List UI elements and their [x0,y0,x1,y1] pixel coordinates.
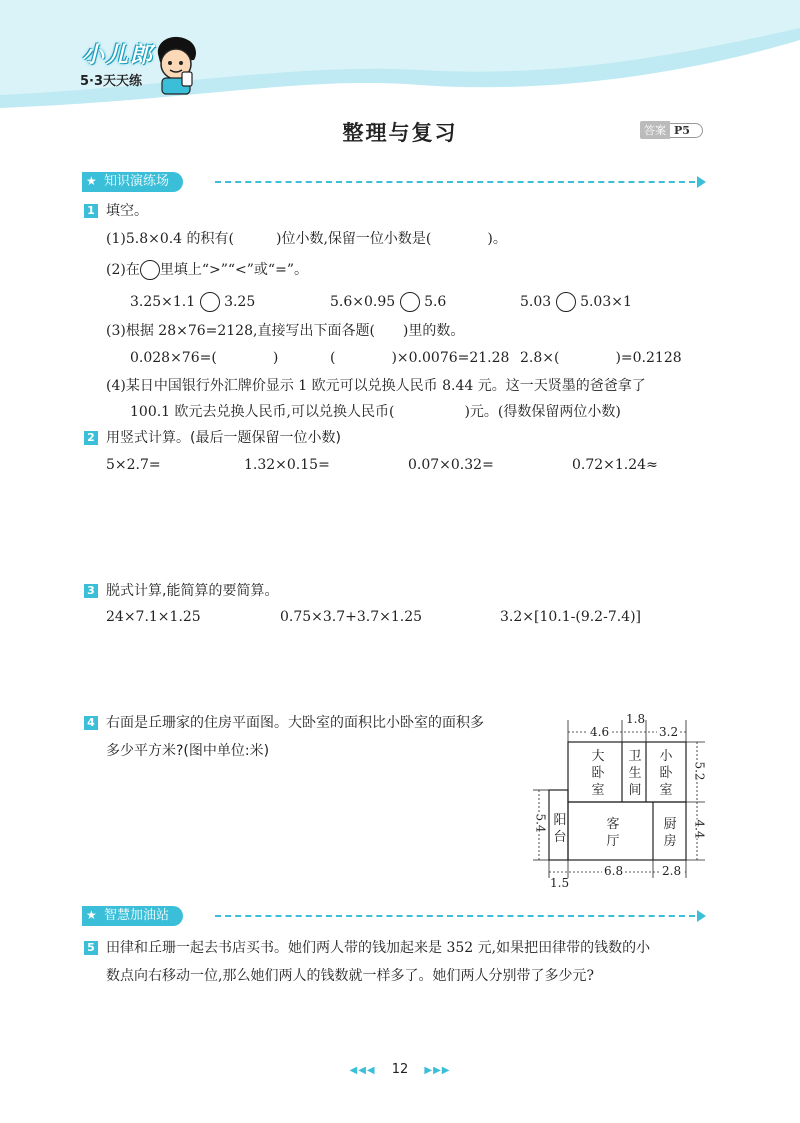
dim-top-a: 4.6 [590,725,610,739]
section-title: 智慧加油站 [104,908,170,923]
question-number: 3 [84,584,98,598]
section-tag [82,906,183,926]
q1-part3-b: ( )×0.0076=21.28 [330,350,510,366]
calc-item: 5×2.7= [106,457,161,473]
room-char: 厨 [663,817,677,832]
page-title: 整理与复习 [342,121,458,145]
arrow-right-icon [697,910,706,922]
q1-part4-line1: (4)某日中国银行外汇牌价显示 1 欧元可以兑换人民币 8.44 元。这一天贤墨的爸爸拿了 [106,378,646,394]
dim-bottom-c: 2.8 [662,864,682,878]
question-number: 5 [84,941,98,955]
room-char: 阳 [553,813,567,828]
answer-circle[interactable] [400,292,420,312]
calc-item: 0.75×3.7+3.7×1.25 [280,609,423,625]
compare-left: 5.03 [520,294,552,310]
question-title: 填空。 [106,203,148,219]
room-char: 生 [628,766,642,781]
section-divider [215,915,695,917]
next-arrows-icon: ▶▶▶ [424,1065,451,1076]
room-char: 房 [663,834,677,849]
q1-part3-a: 0.028×76=( ) [130,350,279,366]
room-small-bedroom [656,748,676,799]
answer-circle[interactable] [140,260,160,280]
q1-part2 [106,260,308,280]
q1-part2-a: (2)在 [106,262,140,278]
star-icon: ★ [86,174,97,188]
question-number: 4 [84,716,98,730]
q5-line2: 数点向右移动一位,那么她们两人的钱数就一样多了。她们两人分别带了多少元? [106,968,594,984]
answer-label: 答案 [640,121,670,139]
room-char: 台 [553,830,567,845]
calc-item: 0.72×1.24≈ [572,457,658,473]
q1-part1: (1)5.8×0.4 的积有( )位小数,保留一位小数是( )。 [106,231,507,247]
question-number: 1 [84,204,98,218]
q1-part3-c: 2.8×( )=0.2128 [520,350,682,366]
dim-top-c: 3.2 [659,725,679,739]
room-char: 卫 [628,749,642,764]
mascot-boy-icon [148,34,200,96]
calc-item: 24×7.1×1.25 [106,609,201,625]
answer-circle[interactable] [556,292,576,312]
room-bathroom [625,748,645,799]
room-char: 大 [591,749,605,764]
room-char: 室 [591,783,605,798]
dim-left: 5.4 [533,813,548,833]
question-title: 脱式计算,能简算的要简算。 [106,583,279,599]
logo-subtitle: 5·3天天练 [80,74,143,89]
compare-item [330,292,446,312]
dim-bottom-a: 1.5 [550,876,570,890]
q1-part3: (3)根据 28×76=2128,直接写出下面各题( )里的数。 [106,323,465,339]
calc-item: 1.32×0.15= [244,457,330,473]
answer-page: P5 [670,123,703,138]
room-char: 卧 [591,766,605,781]
dim-right-bottom: 4.4 [692,819,707,839]
answer-circle[interactable] [200,292,220,312]
room-big-bedroom [588,748,608,799]
room-char: 间 [628,783,642,798]
q1-part4-line2: 100.1 欧元去兑换人民币,可以兑换人民币( )元。(得数保留两位小数) [130,404,621,420]
q4-line2: 多少平方米?(图中单位:米) [106,743,270,759]
calc-item: 3.2×[10.1-(9.2-7.4)] [500,609,642,625]
compare-item [130,292,255,312]
section-tag [82,172,183,192]
room-kitchen [660,816,680,850]
star-icon: ★ [86,908,97,922]
q1-part2-b: 里填上“>”“<”或“=”。 [159,262,308,278]
page-number: 12 [391,1062,409,1077]
logo-title: 小儿郎 [82,43,155,68]
calc-item: 0.07×0.32= [408,457,494,473]
dim-bottom-b: 6.8 [604,864,624,878]
compare-item [520,292,632,312]
q5-line1: 田律和丘珊一起去书店买书。她们两人带的钱加起来是 352 元,如果把田律带的钱数的小 [106,940,651,956]
room-balcony [551,812,569,846]
section-divider [215,181,695,183]
section-title: 知识演练场 [104,174,170,189]
q4-line1: 右面是丘珊家的住房平面图。大卧室的面积比小卧室的面积多 [106,715,484,731]
prev-arrows-icon: ◀◀◀ [349,1065,376,1076]
section-banner-practice [82,172,183,192]
compare-right: 5.6 [424,294,447,310]
compare-right: 3.25 [224,294,256,310]
dim-top-b: 1.8 [626,712,646,726]
room-char: 室 [659,783,673,798]
compare-left: 5.6×0.95 [330,294,396,310]
question-number: 2 [84,431,98,445]
room-char: 客 [606,817,620,832]
section-banner-challenge [82,906,183,926]
dim-right-top: 5.2 [692,761,707,781]
room-living [603,816,623,850]
page-footer [0,1062,800,1077]
compare-left: 3.25×1.1 [130,294,196,310]
compare-right: 5.03×1 [580,294,632,310]
answer-badge [640,122,703,138]
arrow-right-icon [697,176,706,188]
room-char: 厅 [606,834,620,849]
room-char: 卧 [659,766,673,781]
room-char: 小 [659,749,673,764]
question-title: 用竖式计算。(最后一题保留一位小数) [106,430,341,446]
